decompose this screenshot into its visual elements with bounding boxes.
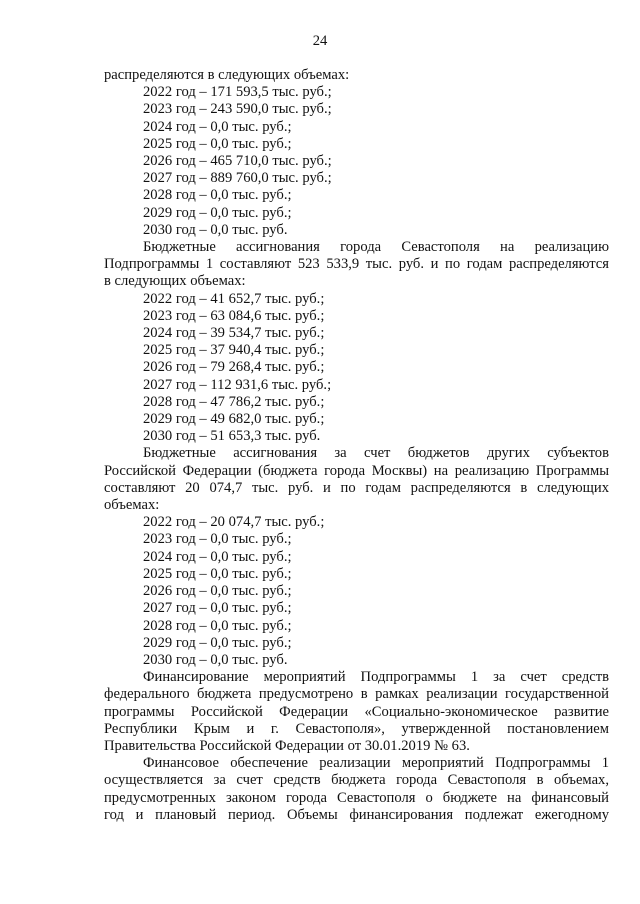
paragraph-line: Подпрограммы 1 составляют 523 533,9 тыс. руб. и по годам распределяются bbox=[104, 256, 609, 273]
list-item: 2026 год – 465 710,0 тыс. руб.; bbox=[143, 153, 332, 170]
paragraph-line: год и плановый период. Объемы финансирования подлежат ежегодному bbox=[104, 806, 609, 823]
list-item: 2029 год – 0,0 тыс. руб.; bbox=[143, 634, 292, 651]
paragraph-line: в следующих объемах: bbox=[104, 273, 246, 290]
paragraph-line: объемах: bbox=[104, 497, 160, 514]
list-item: 2023 год – 243 590,0 тыс. руб.; bbox=[143, 101, 332, 118]
list-item: 2022 год – 41 652,7 тыс. руб.; bbox=[143, 290, 325, 307]
paragraph-line: Республики Крым и г. Севастополя», утвержденной постановлением bbox=[104, 720, 609, 737]
list-item: 2030 год – 0,0 тыс. руб. bbox=[143, 221, 288, 238]
page-number: 24 bbox=[312, 33, 328, 49]
list-item: 2024 год – 39 534,7 тыс. руб.; bbox=[143, 325, 325, 342]
list-item: 2027 год – 889 760,0 тыс. руб.; bbox=[143, 170, 332, 187]
list-federal-amounts bbox=[104, 84, 609, 239]
list-item: 2026 год – 79 268,4 тыс. руб.; bbox=[143, 359, 325, 376]
list-item: 2027 год – 0,0 тыс. руб.; bbox=[143, 600, 292, 617]
list-item: 2025 год – 0,0 тыс. руб.; bbox=[143, 135, 292, 152]
list-item: 2030 год – 51 653,3 тыс. руб. bbox=[143, 428, 321, 445]
paragraph-line: Российской Федерации (бюджета города Москвы) на реализацию Программы bbox=[104, 462, 609, 479]
paragraph-line: осуществляется за счет средств бюджета города Севастополя в объемах, bbox=[104, 772, 609, 789]
paragraph-line: Правительства Российской Федерации от 30.01.2019 № 63. bbox=[104, 737, 470, 754]
list-item: 2026 год – 0,0 тыс. руб.; bbox=[143, 583, 292, 600]
paragraph-sevastopol-budget bbox=[104, 239, 609, 291]
list-item: 2029 год – 49 682,0 тыс. руб.; bbox=[143, 411, 325, 428]
page-content bbox=[104, 67, 609, 824]
paragraph-line: федерального бюджета предусмотрено в рамках реализации государственной bbox=[104, 686, 609, 703]
paragraph-line: предусмотренных законом города Севастополя о бюджете на финансовый bbox=[104, 789, 609, 806]
list-item: 2023 год – 0,0 тыс. руб.; bbox=[143, 531, 292, 548]
paragraph-financial-support bbox=[104, 755, 609, 824]
paragraph-moscow-budget bbox=[104, 445, 609, 514]
list-item: 2024 год – 0,0 тыс. руб.; bbox=[143, 548, 292, 565]
paragraph-line: составляют 20 074,7 тыс. руб. и по годам распределяются в следующих bbox=[104, 479, 609, 496]
list-item: 2024 год – 0,0 тыс. руб.; bbox=[143, 118, 292, 135]
paragraph-line: Бюджетные ассигнования за счет бюджетов других субъектов bbox=[143, 445, 609, 462]
paragraph-line: Финансирование мероприятий Подпрограммы 1 за счет средств bbox=[143, 669, 609, 686]
intro-line: распределяются в следующих объемах: bbox=[104, 67, 350, 83]
paragraph-federal-financing bbox=[104, 669, 609, 755]
list-item: 2027 год – 112 931,6 тыс. руб.; bbox=[143, 376, 332, 393]
list-item: 2029 год – 0,0 тыс. руб.; bbox=[143, 204, 292, 221]
list-item: 2028 год – 47 786,2 тыс. руб.; bbox=[143, 393, 325, 410]
list-item: 2025 год – 0,0 тыс. руб.; bbox=[143, 565, 292, 582]
paragraph-line: программы Российской Федерации «Социально-экономическое развитие bbox=[104, 703, 609, 720]
list-item: 2028 год – 0,0 тыс. руб.; bbox=[143, 187, 292, 204]
list-sevastopol-amounts bbox=[104, 291, 609, 446]
paragraph-line: Финансовое обеспечение реализации мероприятий Подпрограммы 1 bbox=[143, 755, 609, 772]
list-item: 2023 год – 63 084,6 тыс. руб.; bbox=[143, 307, 325, 324]
list-item: 2025 год – 37 940,4 тыс. руб.; bbox=[143, 342, 325, 359]
list-moscow-amounts bbox=[104, 514, 609, 669]
paragraph-line: Бюджетные ассигнования города Севастополя на реализацию bbox=[143, 239, 609, 256]
list-item: 2022 год – 20 074,7 тыс. руб.; bbox=[143, 514, 325, 531]
list-item: 2030 год – 0,0 тыс. руб. bbox=[143, 651, 288, 668]
list-item: 2028 год – 0,0 тыс. руб.; bbox=[143, 617, 292, 634]
list-item: 2022 год – 171 593,5 тыс. руб.; bbox=[143, 84, 332, 101]
